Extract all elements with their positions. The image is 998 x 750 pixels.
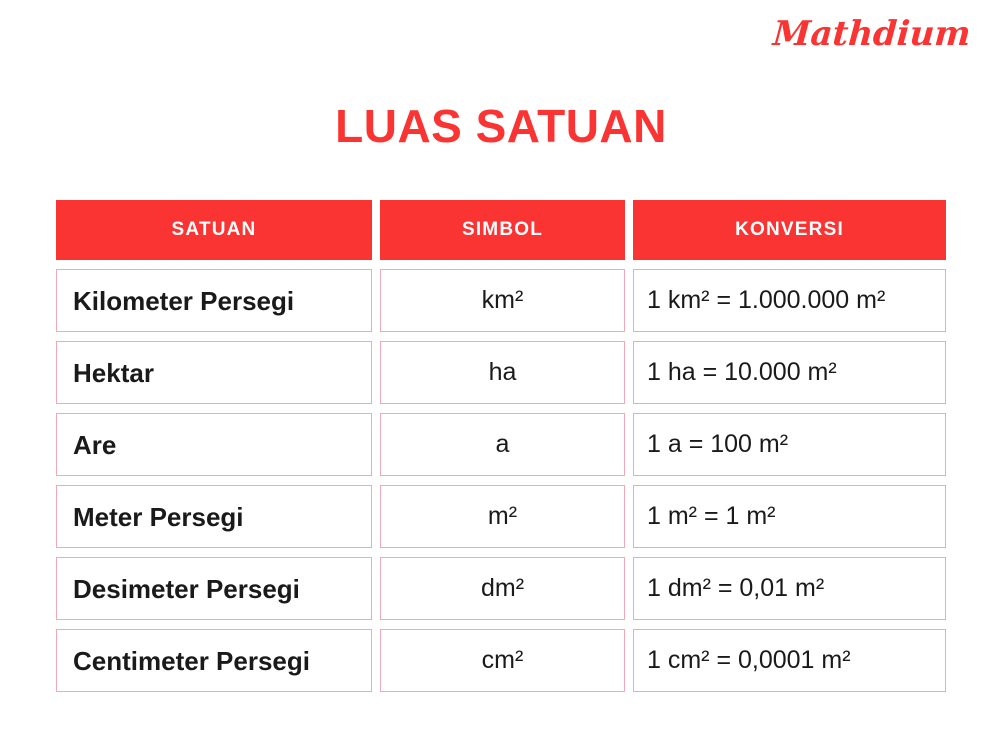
cell-simbol: m² [380, 485, 625, 548]
cell-simbol: km² [380, 269, 625, 332]
cell-satuan: Kilometer Persegi [56, 269, 372, 332]
cell-satuan: Meter Persegi [56, 485, 372, 548]
mathdium-logo: Mathdium [771, 14, 972, 54]
cell-simbol: a [380, 413, 625, 476]
page-title: LUAS SATUAN [335, 100, 667, 152]
cell-satuan: Hektar [56, 341, 372, 404]
cell-konversi: 1 dm² = 0,01 m² [633, 557, 946, 620]
column-header-konversi: KONVERSI [633, 200, 946, 260]
cell-simbol: dm² [380, 557, 625, 620]
cell-simbol: ha [380, 341, 625, 404]
cell-konversi: 1 cm² = 0,0001 m² [633, 629, 946, 692]
cell-konversi: 1 a = 100 m² [633, 413, 946, 476]
unit-area-conversion-table [56, 200, 946, 692]
cell-konversi: 1 km² = 1.000.000 m² [633, 269, 946, 332]
cell-satuan: Desimeter Persegi [56, 557, 372, 620]
cell-konversi: 1 m² = 1 m² [633, 485, 946, 548]
cell-satuan: Centimeter Persegi [56, 629, 372, 692]
cell-satuan: Are [56, 413, 372, 476]
column-header-simbol: SIMBOL [380, 200, 625, 260]
cell-konversi: 1 ha = 10.000 m² [633, 341, 946, 404]
cell-simbol: cm² [380, 629, 625, 692]
column-header-satuan: SATUAN [56, 200, 372, 260]
